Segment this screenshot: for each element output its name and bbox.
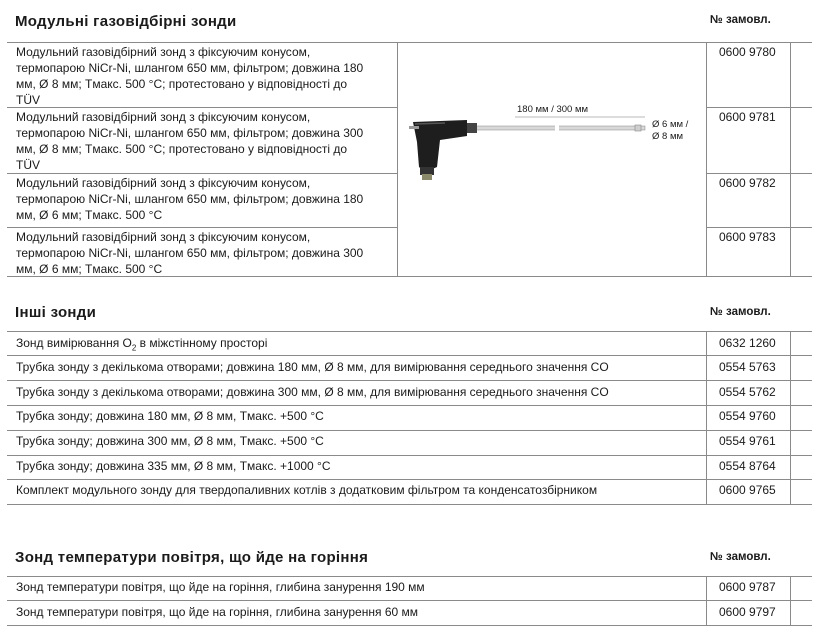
description-line: Модульний газовідбірний зонд з фіксуючим конусом,	[16, 176, 311, 190]
order-number-header: № замовл.	[710, 551, 771, 563]
order-number: 0600 9765	[719, 483, 776, 497]
table-divider	[7, 479, 812, 480]
section-title-air: Зонд температури повітря, що йде на горіння	[15, 549, 369, 566]
table-divider	[7, 405, 812, 406]
gas-probe-image	[405, 112, 650, 187]
probe-connector	[422, 174, 432, 180]
diameter-line: Ø 8 мм	[652, 131, 684, 142]
probe-plug	[420, 167, 434, 175]
order-number: 0600 9797	[719, 605, 776, 619]
table-divider	[706, 173, 812, 174]
order-number: 0554 9761	[719, 434, 776, 448]
table-divider	[7, 331, 812, 332]
order-number: 0554 9760	[719, 409, 776, 423]
table-divider	[7, 455, 812, 456]
table-divider	[7, 42, 812, 43]
diameter-dimension-label	[652, 119, 702, 143]
order-number-header: № замовл.	[710, 14, 771, 26]
item-text: в міжстінному просторі	[136, 336, 268, 350]
table-row-description	[16, 175, 363, 223]
table-divider	[706, 227, 812, 228]
diameter-line: Ø 6 мм /	[652, 119, 689, 130]
description-line: термопарою NiCr-Ni, шлангом 650 мм, фільтром; довжина 300	[16, 126, 364, 140]
description-line: TÜV	[16, 158, 40, 172]
table-row-description	[16, 44, 363, 108]
order-number: 0600 9783	[719, 230, 776, 244]
description-line: Модульний газовідбірний зонд з фіксуючим конусом,	[16, 230, 311, 244]
column-divider	[790, 576, 791, 625]
list-item: Трубка зонду; довжина 300 мм, Ø 8 мм, Tмакс. +500 °C	[16, 434, 324, 448]
description-line: Модульний газовідбірний зонд з фіксуючим конусом,	[16, 45, 311, 59]
description-line: мм, Ø 8 мм; Tмакс. 500 °C; протестовано у відповідності до	[16, 142, 348, 156]
table-divider	[7, 625, 812, 626]
column-divider	[790, 42, 791, 276]
table-divider	[7, 227, 397, 228]
subscript: 2	[131, 343, 137, 353]
table-divider	[7, 380, 812, 381]
description-line: Модульний газовідбірний зонд з фіксуючим конусом,	[16, 110, 311, 124]
list-item: Комплект модульного зонду для твердопаливних котлів з додатковим фільтром та конденсатозбірником	[16, 483, 598, 497]
table-divider	[7, 173, 397, 174]
order-number: 0554 5762	[719, 385, 776, 399]
order-number: 0600 9787	[719, 580, 776, 594]
probe-tip	[635, 125, 641, 131]
list-item: Трубка зонду з декількома отворами; довжина 300 мм, Ø 8 мм, для вимірювання середнього значення CO	[16, 385, 609, 399]
order-number-header: № замовл.	[710, 306, 771, 318]
order-number: 0554 8764	[719, 459, 776, 473]
list-item: Трубка зонду з декількома отворами; довжина 180 мм, Ø 8 мм, для вимірювання середнього значення CO	[16, 360, 609, 374]
order-number: 0600 9781	[719, 110, 776, 124]
description-line: TÜV	[16, 93, 40, 107]
column-divider	[706, 42, 707, 276]
probe-tube	[475, 126, 645, 130]
description-line: мм, Ø 6 мм; Tмакс. 500 °C	[16, 208, 163, 222]
list-item: Зонд температури повітря, що йде на горіння, глибина занурення 190 мм	[16, 580, 425, 594]
table-row-description	[16, 109, 363, 173]
section-title-other: Інші зонди	[15, 304, 97, 321]
order-number: 0554 5763	[719, 360, 776, 374]
table-divider	[7, 576, 812, 577]
tube-break	[555, 124, 559, 132]
column-divider	[397, 42, 398, 276]
table-divider	[7, 600, 812, 601]
column-divider	[706, 331, 707, 504]
table-row-description	[16, 229, 363, 277]
description-line: термопарою NiCr-Ni, шлангом 650 мм, фільтром; довжина 180	[16, 61, 364, 75]
order-number: 0600 9782	[719, 176, 776, 190]
column-divider	[790, 331, 791, 504]
column-divider	[706, 576, 707, 625]
probe-back-cap	[409, 126, 419, 129]
list-item: Зонд температури повітря, що йде на горіння, глибина занурення 60 мм	[16, 605, 418, 619]
table-divider	[7, 504, 812, 505]
description-line: мм, Ø 6 мм; Tмакс. 500 °C	[16, 262, 163, 276]
item-text: Зонд вимірювання O	[16, 336, 132, 350]
list-item: Трубка зонду; довжина 335 мм, Ø 8 мм, Tмакс. +1000 °C	[16, 459, 331, 473]
description-line: термопарою NiCr-Ni, шлангом 650 мм, фільтром; довжина 180	[16, 192, 364, 206]
order-number: 0632 1260	[719, 336, 776, 350]
probe-handle	[413, 120, 467, 172]
description-line: мм, Ø 8 мм; Tмакс. 500 °C; протестовано у відповідності до	[16, 77, 348, 91]
order-number: 0600 9780	[719, 45, 776, 59]
list-item	[16, 335, 267, 356]
length-dimension-label: 180 мм / 300 мм	[517, 104, 589, 115]
table-divider	[706, 107, 812, 108]
section-title-modular: Модульні газовідбірні зонди	[15, 13, 237, 30]
table-divider	[7, 430, 812, 431]
list-item: Трубка зонду; довжина 180 мм, Ø 8 мм, Tмакс. +500 °C	[16, 409, 324, 423]
description-line: термопарою NiCr-Ni, шлангом 650 мм, фільтром; довжина 300	[16, 246, 364, 260]
